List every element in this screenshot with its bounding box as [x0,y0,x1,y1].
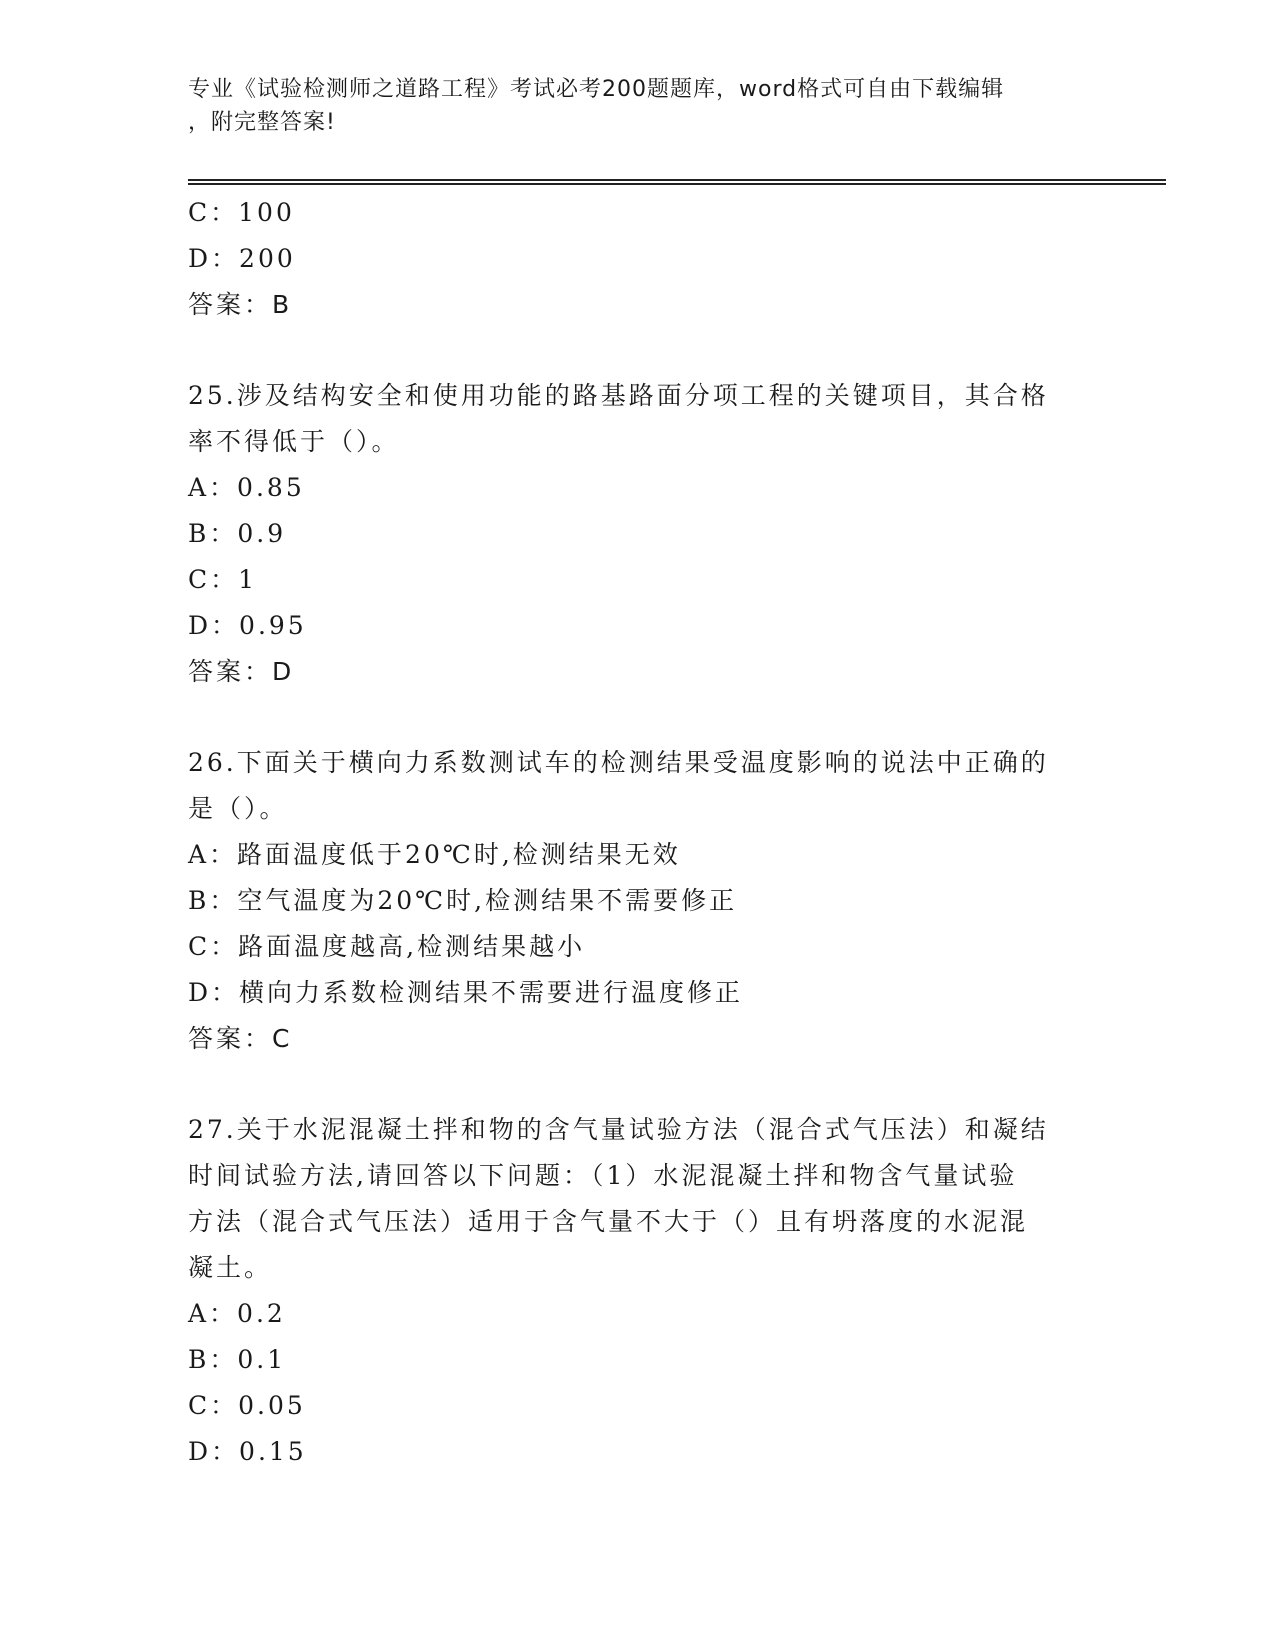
header-title-line1: 专业《试验检测师之道路工程》考试必考200题题库，word格式可自由下载编辑 [188,77,1005,102]
option-c: C：0.05 [188,1391,306,1420]
option-d: D：0.15 [188,1437,307,1466]
answer-line: 答案：C [188,1024,293,1053]
question-stem-line: 是（）。 [188,794,288,823]
option-b: B：0.9 [188,519,287,548]
page-header [188,73,1088,139]
question-stem-line: 27.关于水泥混凝土拌和物的含气量试验方法（混合式气压法）和凝结 [188,1115,1049,1144]
header-divider-top [188,179,1166,181]
option-a: A：0.2 [188,1299,286,1328]
answer-line: 答案：B [188,290,293,319]
question-24-tail [188,190,1088,328]
option-d: D：200 [188,244,296,273]
option-a: A：路面温度低于20℃时,检测结果无效 [188,840,681,869]
option-a: A：0.85 [188,473,305,502]
question-stem-line: 26.下面关于横向力系数测试车的检测结果受温度影响的说法中正确的 [188,748,1049,777]
question-stem-line: 时间试验方法,请回答以下问题：（1）水泥混凝土拌和物含气量试验 [188,1161,1018,1190]
option-d: D：0.95 [188,611,307,640]
option-c: C：1 [188,565,258,594]
question-27 [188,1107,1088,1475]
question-stem-line: 方法（混合式气压法）适用于含气量不大于（）且有坍落度的水泥混 [188,1207,1029,1236]
question-stem-line: 率不得低于（）。 [188,427,400,456]
option-d: D：横向力系数检测结果不需要进行温度修正 [188,978,744,1007]
question-stem-line: 凝土。 [188,1253,273,1282]
question-25 [188,373,1088,695]
header-title-line2: ，附完整答案! [188,110,336,135]
option-b: B：空气温度为20℃时,检测结果不需要修正 [188,886,738,915]
question-stem-line: 25.涉及结构安全和使用功能的路基路面分项工程的关键项目，其合格 [188,381,1049,410]
answer-line: 答案：D [188,657,295,686]
question-list [188,190,1088,1475]
header-divider-bottom [188,183,1166,185]
option-b: B：0.1 [188,1345,287,1374]
question-26 [188,740,1088,1062]
option-c: C：100 [188,198,295,227]
option-c: C：路面温度越高,检测结果越小 [188,932,586,961]
